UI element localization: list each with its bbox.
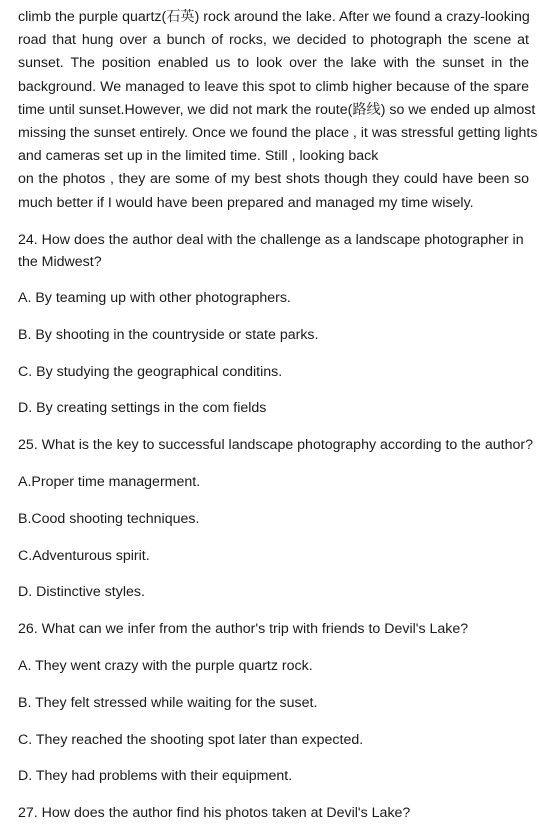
option-26-b: B. They felt stressed while waiting for the suset. <box>18 695 318 711</box>
question-26-stem: 26. What can we infer from the author's trip with friends to Devil's Lake? <box>18 621 469 637</box>
passage-line: and cameras set up in the limited time. Still , looking back <box>18 148 379 165</box>
question-24 <box>18 229 529 273</box>
question-27-stem: 27. How does the author find his photos taken at Devil's Lake? <box>18 805 411 821</box>
option-24-b: B. By shooting in the countryside or state parks. <box>18 327 319 343</box>
option-24-a: A. By teaming up with other photographers. <box>18 290 291 306</box>
option-25-a: A.Proper time managerment. <box>18 474 201 490</box>
option-26-a: A. They went crazy with the purple quartz rock. <box>18 658 313 674</box>
passage-line: on the photos , they are some of my best shots though they could have been so <box>18 171 529 188</box>
passage-line: sunset. The position enabled us to look over the lake with the sunset in the <box>18 55 529 72</box>
question-25-stem: 25. What is the key to successful landscape photography according to the author? <box>18 437 534 453</box>
passage <box>18 6 538 215</box>
passage-line: time until sunset.However, we did not mark the route(路线) so we ended up almost <box>18 101 536 118</box>
passage-line: missing the sunset entirely. Once we found the place , it was stressful getting lights <box>18 125 538 142</box>
option-24-c: C. By studying the geographical conditins. <box>18 364 283 380</box>
passage-line: road that hung over a bunch of rocks, we decided to photograph the scene at <box>18 32 529 49</box>
question-stem-line: the Midwest? <box>18 254 102 270</box>
option-25-d: D. Distinctive styles. <box>18 584 145 600</box>
option-26-c: C. They reached the shooting spot later than expected. <box>18 732 364 748</box>
option-25-b: B.Cood shooting techniques. <box>18 511 200 527</box>
option-24-d: D. By creating settings in the com fields <box>18 400 267 416</box>
passage-line: background. We managed to leave this spot to climb higher because of the spare <box>18 78 529 95</box>
passage-line: climb the purple quartz(石英) rock around the lake. After we found a crazy-looking <box>18 9 530 25</box>
option-26-d: D. They had problems with their equipment. <box>18 768 293 784</box>
passage-line: much better if I would have been prepared and managed my time wisely. <box>18 194 474 211</box>
question-stem-line: 24. How does the author deal with the challenge as a landscape photographer in <box>18 232 524 248</box>
option-25-c: C.Adventurous spirit. <box>18 548 150 564</box>
